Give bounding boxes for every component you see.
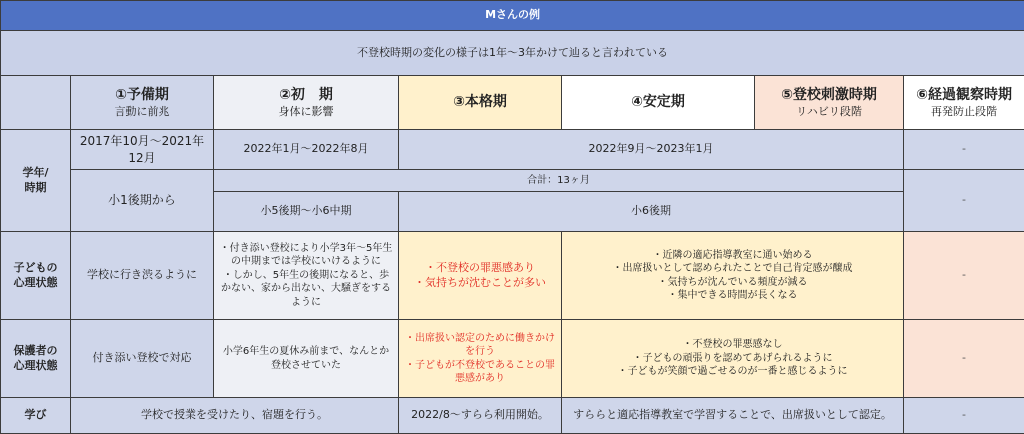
phase-subtitle: 言動に前兆 xyxy=(75,105,209,120)
period-dates-p6: - xyxy=(904,130,1024,170)
learning-p4to5: すららと適応指導教室で学習することで、出席扱いとして認定。 xyxy=(562,398,904,434)
period-dates-row xyxy=(1,130,1024,170)
row-label-learning: 学び xyxy=(1,398,71,434)
grade-p3to5: 小6後期 xyxy=(399,192,904,232)
child-p1: 学校に行き渋るように xyxy=(71,232,214,320)
period-total-row xyxy=(1,170,1024,192)
period-dates-p1: 2017年10月〜2021年12月 xyxy=(71,130,214,170)
row-label-parent: 保護者の 心理状態 xyxy=(1,320,71,398)
phase-subtitle: 身体に影響 xyxy=(218,105,394,120)
child-p3: ・不登校の罪悪感あり ・気持ちが沈むことが多い xyxy=(399,232,562,320)
grade-p1: 小1後期から xyxy=(71,170,214,232)
phase-header-row xyxy=(1,76,1024,130)
grade-p6: - xyxy=(904,170,1024,232)
table-title: Mさんの例 xyxy=(1,1,1024,31)
phase-title: ⑥経過観察時期 xyxy=(908,86,1020,105)
child-p2: ・付き添い登校により小学3年〜5年生の中期までは学校にいけるように ・しかし、5年生の後期になると、歩かない、家から出ない、大騒ぎをするように xyxy=(214,232,399,320)
learning-p3: 2022/8〜すらら利用開始。 xyxy=(399,398,562,434)
phase-header-4 xyxy=(562,76,755,130)
parent-p4to5: ・不登校の罪悪感なし ・子どもの頑張りを認めてあげられるように ・子どもが笑顔で過ごせるのが一番と感じるように xyxy=(562,320,904,398)
parent-row xyxy=(1,320,1024,398)
parent-p1: 付き添い登校で対応 xyxy=(71,320,214,398)
corner-cell xyxy=(1,76,71,130)
learning-p6: - xyxy=(904,398,1024,434)
caption-row xyxy=(1,31,1024,76)
phase-subtitle: リハビリ段階 xyxy=(759,105,899,120)
row-label-child: 子どもの 心理状態 xyxy=(1,232,71,320)
phase-title: ①予備期 xyxy=(75,86,209,105)
phase-title: ②初 期 xyxy=(218,86,394,105)
phase-subtitle: 再発防止段階 xyxy=(908,105,1020,120)
child-p6: - xyxy=(904,232,1024,320)
phase-header-6 xyxy=(904,76,1024,130)
period-dates-p2: 2022年1月〜2022年8月 xyxy=(214,130,399,170)
period-total: 合計：13ヶ月 xyxy=(214,170,904,192)
phase-header-3 xyxy=(399,76,562,130)
grade-p2: 小5後期〜小6中期 xyxy=(214,192,399,232)
phase-title: ⑤登校刺激時期 xyxy=(759,86,899,105)
phase-header-1 xyxy=(71,76,214,130)
learning-row xyxy=(1,398,1024,434)
phase-header-5 xyxy=(755,76,904,130)
child-p4to5: ・近隣の適応指導教室に通い始める ・出席扱いとして認められたことで自己肯定感が醸成 ・気持ちが沈んでいる頻度が減る ・集中できる時間が長くなる xyxy=(562,232,904,320)
child-row xyxy=(1,232,1024,320)
parent-p3: ・出席扱い認定のために働きかけを行う ・子どもが不登校であることの罪悪感があり xyxy=(399,320,562,398)
period-dates-p3to5: 2022年9月〜2023年1月 xyxy=(399,130,904,170)
phase-title: ④安定期 xyxy=(566,93,750,112)
row-label-period: 学年/ 時期 xyxy=(1,130,71,232)
title-row xyxy=(1,1,1024,31)
learning-p1to2: 学校で授業を受けたり、宿題を行う。 xyxy=(71,398,399,434)
parent-p6: - xyxy=(904,320,1024,398)
phase-header-2 xyxy=(214,76,399,130)
table-caption: 不登校時期の変化の様子は1年〜3年かけて辿ると言われている xyxy=(1,31,1024,76)
phase-title: ③本格期 xyxy=(403,93,557,112)
parent-p2: 小学6年生の夏休み前まで、なんとか登校させていた xyxy=(214,320,399,398)
